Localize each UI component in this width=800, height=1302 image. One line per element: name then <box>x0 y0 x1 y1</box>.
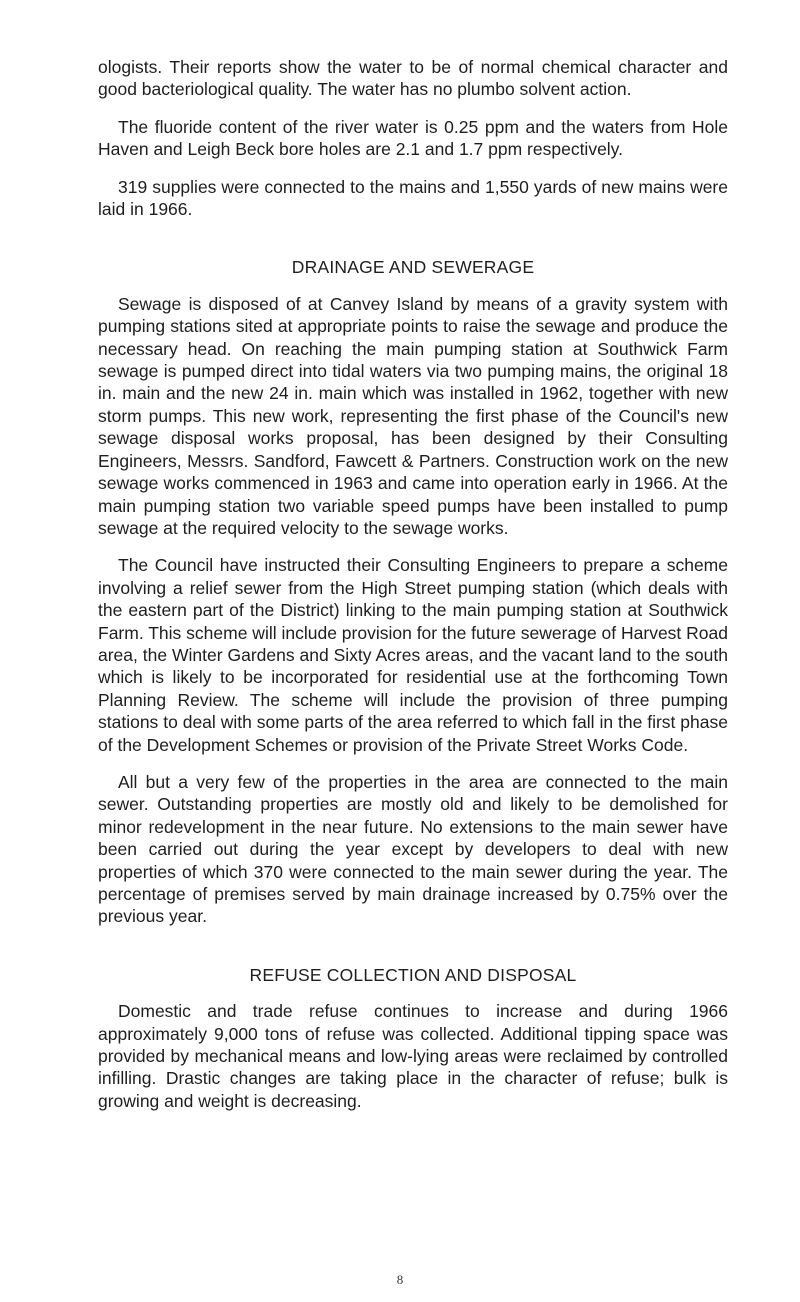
paragraph-relief-sewer-scheme: The Council have instructed their Consulting Engineers to prepare a scheme involving a relief sewer from the High Street pumping station (which deals with the eastern part of the District) linking to the main pumping station at Southwick Farm. This scheme will include provision for the future sewerage of Harvest Road area, the Winter Gardens and Sixty Acres areas, and the vacant land to the south which is likely to be incorporated for residential use at the forthcoming Town Planning Review. The scheme will include the provision of three pumping stations to deal with some parts of the area referred to which fall in the first phase of the Development Schemes or provision of the Private Street Works Code. <box>98 555 728 755</box>
section-heading-refuse: REFUSE COLLECTION AND DISPOSAL <box>249 964 577 985</box>
paragraph-refuse-collection: Domestic and trade refuse continues to increase and during 1966 approximately 9,000 tons of refuse was collected. Additional tipping space was provided by mechanical means and low-lying areas were reclaimed by controlled infilling. Drastic changes are taking place in the character of refuse; bulk is growing and weight is decreasing. <box>98 1001 728 1111</box>
page-number: 8 <box>396 1272 404 1287</box>
paragraph-supplies-connected: 319 supplies were connected to the mains and 1,550 yards of new mains were laid in 1966. <box>98 176 728 220</box>
paragraph-fluoride-content: The fluoride content of the river water is 0.25 ppm and the waters from Hole Haven and Leigh Beck bore holes are 2.1 and 1.7 ppm respectively. <box>98 116 728 160</box>
section-heading-drainage: DRAINAGE AND SEWERAGE <box>291 257 535 278</box>
document-page <box>98 56 728 1127</box>
paragraph-main-sewer-connections: All but a very few of the properties in the area are connected to the main sewer. Outstanding properties are mostly old and likely to be demolished for minor redevelopment in the near future. No extensions to the main sewer have been carried out during the year except by developers to deal with new properties of which 370 were connected to the main sewer during the year. The percentage of premises served by main drainage increased by 0.75% over the previous year. <box>98 771 728 927</box>
paragraph-water-quality: ologists. Their reports show the water to be of normal chemical character and good bacteriological quality. The water has no plumbo solvent action. <box>98 57 728 100</box>
paragraph-sewage-disposal: Sewage is disposed of at Canvey Island by means of a gravity system with pumping stations sited at appropriate points to raise the sewage and produce the necessary head. On reaching the main pumping station at Southwick Farm sewage is pumped direct into tidal waters via two pumping mains, the original 18 in. main and the new 24 in. main which was installed in 1962, together with new storm pumps. This new work, representing the first phase of the Council's new sewage disposal works proposal, has been designed by their Consulting Engineers, Messrs. Sandford, Fawcett & Partners. Construction work on the new sewage works commenced in 1963 and came into operation early in 1966. At the main pumping station two variable speed pumps have been installed to pump sewage at the required velocity to the sewage works. <box>98 293 728 538</box>
